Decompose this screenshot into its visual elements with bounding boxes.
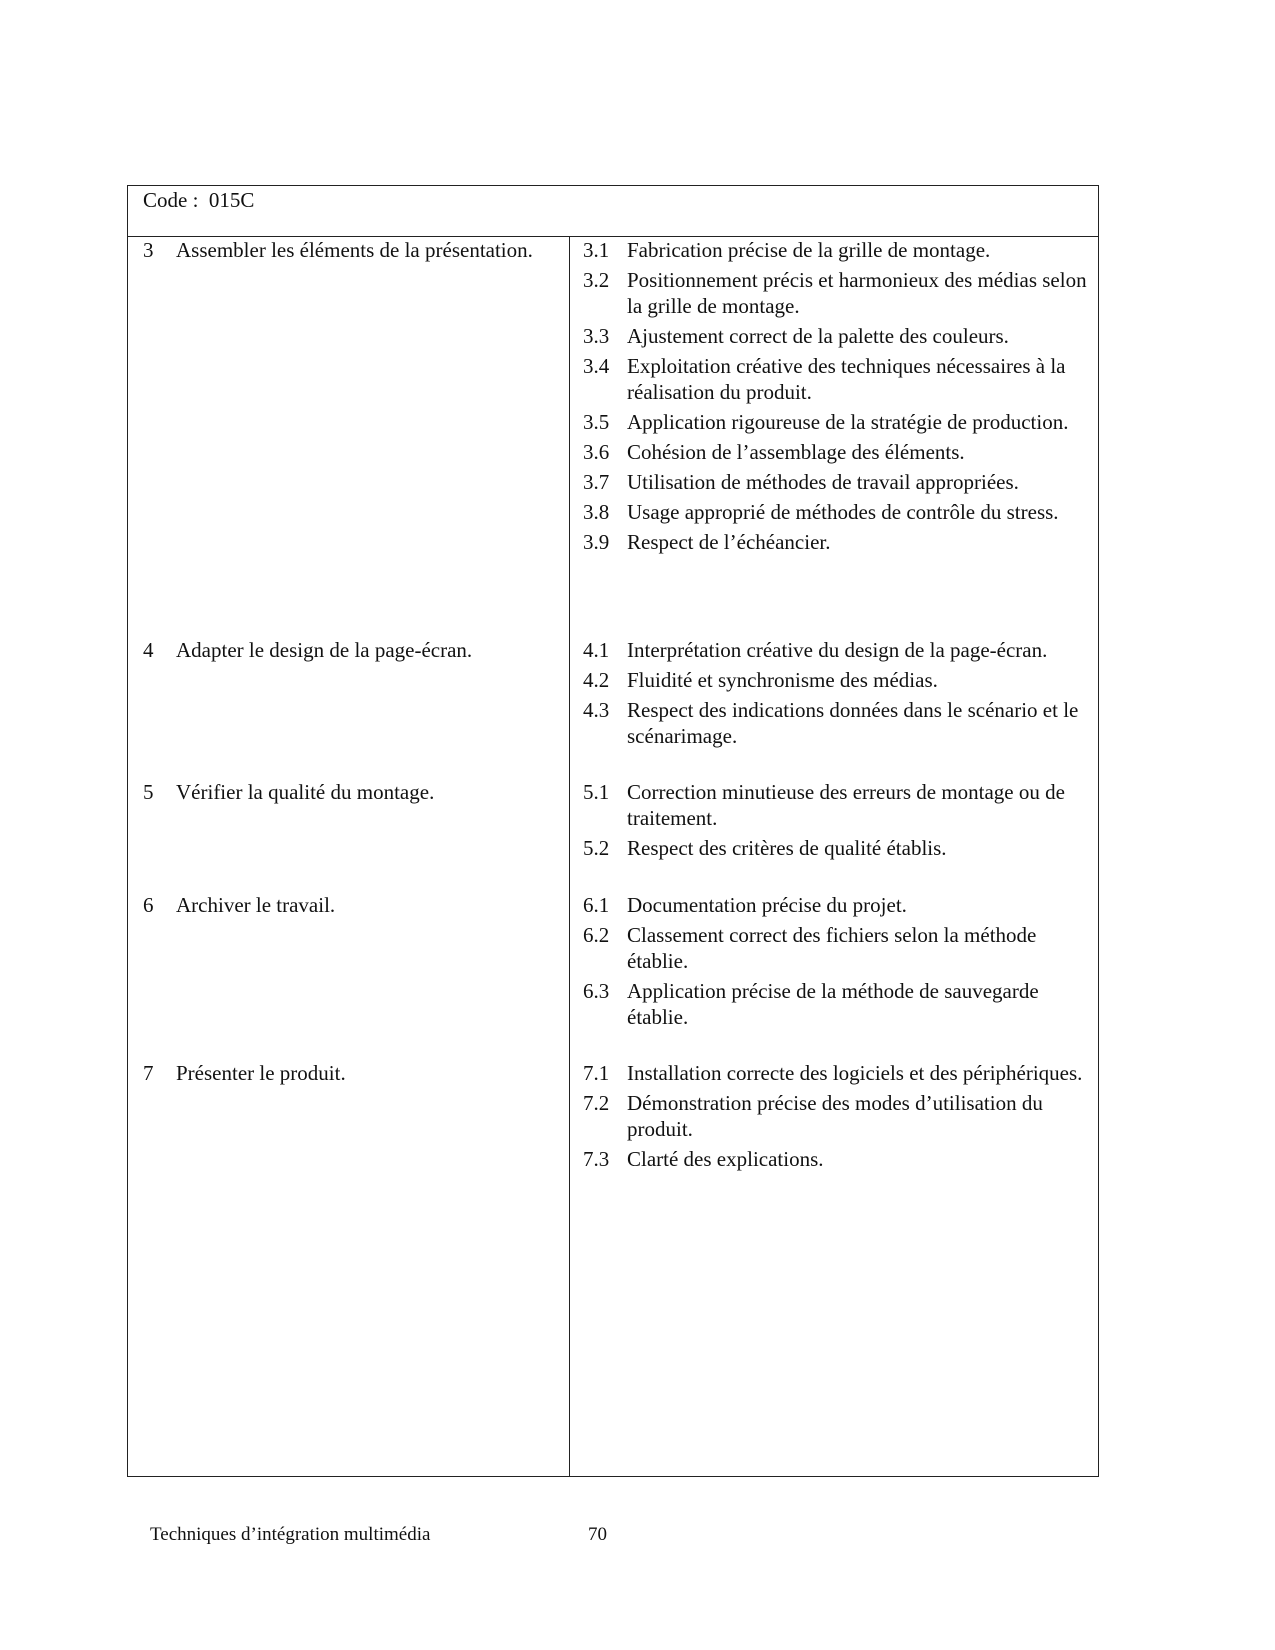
criterion bbox=[583, 439, 1093, 465]
criterion bbox=[583, 892, 1093, 918]
criterion bbox=[583, 499, 1093, 525]
step-5 bbox=[143, 779, 553, 805]
criterion-text: Cohésion de l’assemblage des éléments. bbox=[627, 440, 965, 464]
criterion bbox=[583, 1090, 1093, 1142]
step-number: 3 bbox=[143, 238, 154, 262]
criterion-text: Correction minutieuse des erreurs de montage ou de traitement. bbox=[627, 780, 1065, 830]
criteria-group-5 bbox=[583, 779, 1093, 865]
criterion-number: 3.3 bbox=[583, 324, 610, 348]
step-title: Adapter le design de la page-écran. bbox=[176, 638, 473, 662]
criterion-text: Fabrication précise de la grille de montage. bbox=[627, 238, 991, 262]
competency-table bbox=[127, 185, 1099, 1477]
criterion-number: 3.1 bbox=[583, 238, 610, 262]
criterion-text: Respect des indications données dans le scénario et le scénarimage. bbox=[627, 698, 1079, 748]
criterion bbox=[583, 978, 1093, 1030]
criteria-group-4 bbox=[583, 637, 1093, 753]
criterion bbox=[583, 835, 1093, 861]
criterion-text: Usage approprié de méthodes de contrôle du stress. bbox=[627, 500, 1059, 524]
criterion bbox=[583, 323, 1093, 349]
criterion-text: Documentation précise du projet. bbox=[627, 893, 907, 917]
criterion bbox=[583, 922, 1093, 974]
criterion-text: Respect de l’échéancier. bbox=[627, 530, 831, 554]
criterion bbox=[583, 469, 1093, 495]
criterion-text: Démonstration précise des modes d’utilisation du produit. bbox=[627, 1091, 1043, 1141]
criterion bbox=[583, 237, 1093, 263]
criterion-number: 5.2 bbox=[583, 836, 610, 860]
criterion-number: 6.3 bbox=[583, 979, 610, 1003]
step-7 bbox=[143, 1060, 553, 1086]
criterion-number: 4.2 bbox=[583, 668, 610, 692]
step-number: 7 bbox=[143, 1061, 154, 1085]
criterion-text: Fluidité et synchronisme des médias. bbox=[627, 668, 938, 692]
criterion-number: 7.3 bbox=[583, 1147, 610, 1171]
criterion-number: 3.9 bbox=[583, 530, 610, 554]
step-4 bbox=[143, 637, 553, 663]
criterion bbox=[583, 267, 1093, 319]
criterion-number: 6.1 bbox=[583, 893, 610, 917]
criterion-text: Exploitation créative des techniques nécessaires à la réalisation du produit. bbox=[627, 354, 1066, 404]
step-title: Archiver le travail. bbox=[176, 893, 336, 917]
step-number: 4 bbox=[143, 638, 154, 662]
criterion-text: Interprétation créative du design de la page-écran. bbox=[627, 638, 1048, 662]
footer-title: Techniques d’intégration multimédia bbox=[150, 1524, 431, 1545]
criterion-text: Installation correcte des logiciels et des périphériques. bbox=[627, 1061, 1083, 1085]
code-row bbox=[128, 186, 1098, 237]
criterion-number: 3.6 bbox=[583, 440, 610, 464]
criterion-text: Clarté des explications. bbox=[627, 1147, 824, 1171]
criteria-group-3 bbox=[583, 237, 1093, 559]
step-title: Présenter le produit. bbox=[176, 1061, 346, 1085]
criterion-number: 4.3 bbox=[583, 698, 610, 722]
criterion bbox=[583, 1060, 1093, 1086]
column-divider bbox=[569, 237, 570, 1476]
criterion-text: Application rigoureuse de la stratégie de production. bbox=[627, 410, 1069, 434]
step-number: 6 bbox=[143, 893, 154, 917]
criterion bbox=[583, 697, 1093, 749]
criteria-group-6 bbox=[583, 892, 1093, 1034]
criterion bbox=[583, 353, 1093, 405]
criterion-number: 6.2 bbox=[583, 923, 610, 947]
step-number: 5 bbox=[143, 780, 154, 804]
criteria-group-7 bbox=[583, 1060, 1093, 1176]
criterion-text: Respect des critères de qualité établis. bbox=[627, 836, 947, 860]
criterion bbox=[583, 1146, 1093, 1172]
criterion-text: Utilisation de méthodes de travail appropriées. bbox=[627, 470, 1019, 494]
criterion-number: 5.1 bbox=[583, 780, 610, 804]
criterion-number: 7.2 bbox=[583, 1091, 610, 1115]
criterion bbox=[583, 779, 1093, 831]
criterion-number: 7.1 bbox=[583, 1061, 610, 1085]
criterion-text: Ajustement correct de la palette des couleurs. bbox=[627, 324, 1009, 348]
criterion-number: 3.2 bbox=[583, 268, 610, 292]
criterion bbox=[583, 667, 1093, 693]
criterion-text: Application précise de la méthode de sauvegarde établie. bbox=[627, 979, 1039, 1029]
step-title: Vérifier la qualité du montage. bbox=[176, 780, 435, 804]
criterion-number: 3.5 bbox=[583, 410, 610, 434]
step-6 bbox=[143, 892, 553, 918]
criterion-text: Classement correct des fichiers selon la méthode établie. bbox=[627, 923, 1037, 973]
criterion-number: 3.8 bbox=[583, 500, 610, 524]
criterion bbox=[583, 637, 1093, 663]
page-number: 70 bbox=[588, 1524, 607, 1545]
step-title: Assembler les éléments de la présentation. bbox=[176, 238, 533, 262]
criterion-number: 4.1 bbox=[583, 638, 610, 662]
step-3 bbox=[143, 237, 553, 263]
criterion-number: 3.4 bbox=[583, 354, 610, 378]
criterion-text: Positionnement précis et harmonieux des médias selon la grille de montage. bbox=[627, 268, 1087, 318]
criterion bbox=[583, 529, 1093, 555]
code-label: Code : 015C bbox=[143, 188, 255, 212]
criterion bbox=[583, 409, 1093, 435]
criterion-number: 3.7 bbox=[583, 470, 610, 494]
